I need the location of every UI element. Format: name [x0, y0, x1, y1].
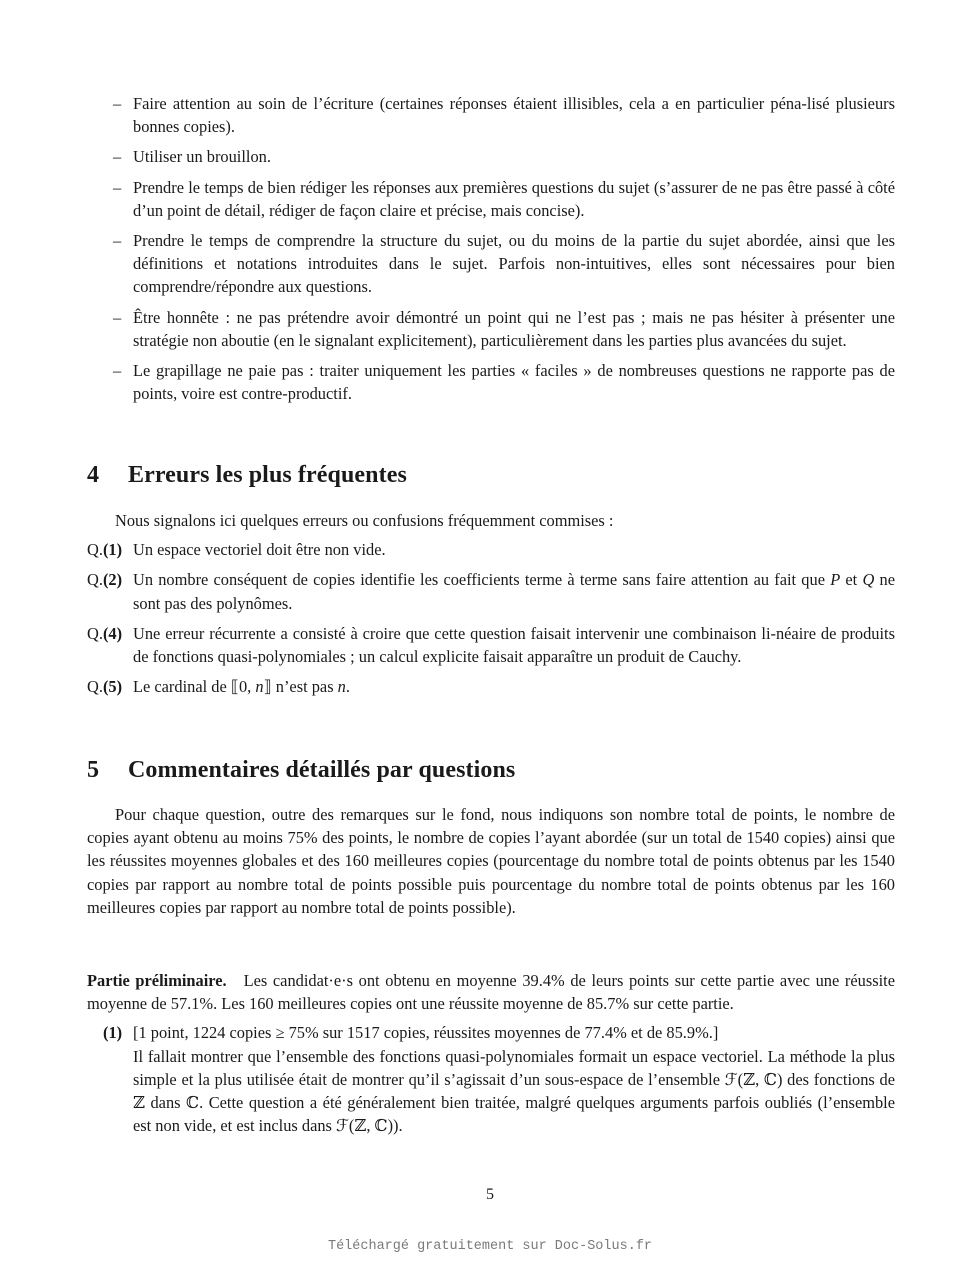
page-number: 5 — [486, 1186, 494, 1203]
bullet-dash: – — [113, 94, 122, 113]
section-5-heading: 5 Commentaires détaillés par questions — [87, 757, 516, 783]
bullet-dash: – — [113, 307, 122, 327]
part-summary: Les candidat·e·s ont obtenu en moyenne 39.4% de leurs points sur cette partie avec une réussite moyenne de 57.1%. Les 160 meilleures copies ont une réussite moyenne de 85.7% sur cette partie. — [87, 971, 895, 1014]
advice-item: – Être honnête : ne pas prétendre avoir démontré un point qui ne l’est pas ; mais ne pas hésiter à présenter une stratégie non aboutie (en le signalant explicitement), particulièrement dans les parties plus avancées du sujet. — [113, 307, 895, 350]
bullet-dash: – — [113, 177, 122, 197]
error-item: Q.(2) Un nombre conséquent de copies identifie les coefficients terme à terme sans faire attention au fait que P et Q ne sont pas des polynômes. — [87, 570, 895, 613]
advice-item: – Prendre le temps de bien rédiger les réponses aux premières questions du sujet (s’assurer de ne pas être passé à côté d’un point de détail, rédiger de façon claire et précise, mais concise). — [113, 177, 895, 220]
question-comment: Il fallait montrer que l’ensemble des fonctions quasi-polynomiales formait un espace vectoriel. La méthode la plus simple et la plus utilisée était de montrer qu’il s’agissait d’un sous-espace de l’ensemble ℱ(ℤ, ℂ) des fonctions de ℤ dans ℂ. Cette question a été généralement bien traitée, malgré quelques arguments parfois oubliés (l’ensemble est non vide, et est inclus dans ℱ(ℤ, ℂ)). — [133, 1046, 895, 1136]
section-5-intro: Pour chaque question, outre des remarques sur le fond, nous indiquons son nombre total de points, le nombre de copies ayant obtenu au moins 75% des points, le nombre de copies l’ayant abordée (sur un total de 1540 copies) ainsi que les réussites moyennes globales et des 160 meilleures copies (pourcentage du nombre total de points obtenus par les 1540 copies par rapport au nombre total de points possible puis pourcentage du nombre total de points obtenus par les 160 meilleures copies par rapport au nombre total de points possible). — [87, 805, 895, 917]
question-number: (1) — [103, 1023, 123, 1043]
bullet-dash: – — [113, 361, 122, 381]
bullet-dash: – — [113, 231, 122, 251]
error-item: Q.(5) Le cardinal de ⟦0, n⟧ n’est pas n. — [87, 677, 350, 697]
preliminary-part — [87, 969, 895, 1137]
part-title: Partie préliminaire. — [87, 971, 227, 990]
question-1 — [87, 1021, 895, 1137]
advice-item: – Faire attention au soin de l’écriture (certaines réponses étaient illisibles, cela a en particulier péna-lisé plusieurs bonnes copies). — [113, 94, 895, 137]
section-4-intro: Nous signalons ici quelques erreurs ou confusions fréquemment commises : — [115, 511, 614, 530]
error-item: Q.(1) Un espace vectoriel doit être non vide. — [87, 540, 386, 560]
section-5-body — [87, 803, 895, 919]
advice-item: – Utiliser un brouillon. — [87, 145, 895, 168]
section-4-body — [87, 509, 895, 705]
section-4-heading: 4 Erreurs les plus fréquentes — [87, 462, 407, 488]
bullet-dash: – — [113, 147, 122, 167]
advice-item: – Prendre le temps de comprendre la structure du sujet, ou du moins de la partie du sujet abordée, ainsi que les définitions et notations introduites dans le sujet. Parfois non-intuitives, elles sont nécessaires pour bien comprendre/répondre aux questions. — [113, 231, 895, 297]
advice-item: – Le grapillage ne paie pas : traiter uniquement les parties « faciles » de nombreuses questions ne rapporte pas de points, voire est contre-productif. — [113, 361, 895, 404]
advice-list — [87, 92, 895, 412]
question-stats: [1 point, 1224 copies ≥ 75% sur 1517 copies, réussites moyennes de 77.4% et de 85.9%.] — [133, 1023, 719, 1043]
error-item: Q.(4) Une erreur récurrente a consisté à croire que cette question faisait intervenir une combinaison li-néaire de produits de fonctions quasi-polynomiales ; un calcul explicite faisait apparaître un produit de Cauchy. — [87, 623, 895, 667]
download-footer: Téléchargé gratuitement sur Doc-Solus.fr — [327, 1239, 653, 1254]
